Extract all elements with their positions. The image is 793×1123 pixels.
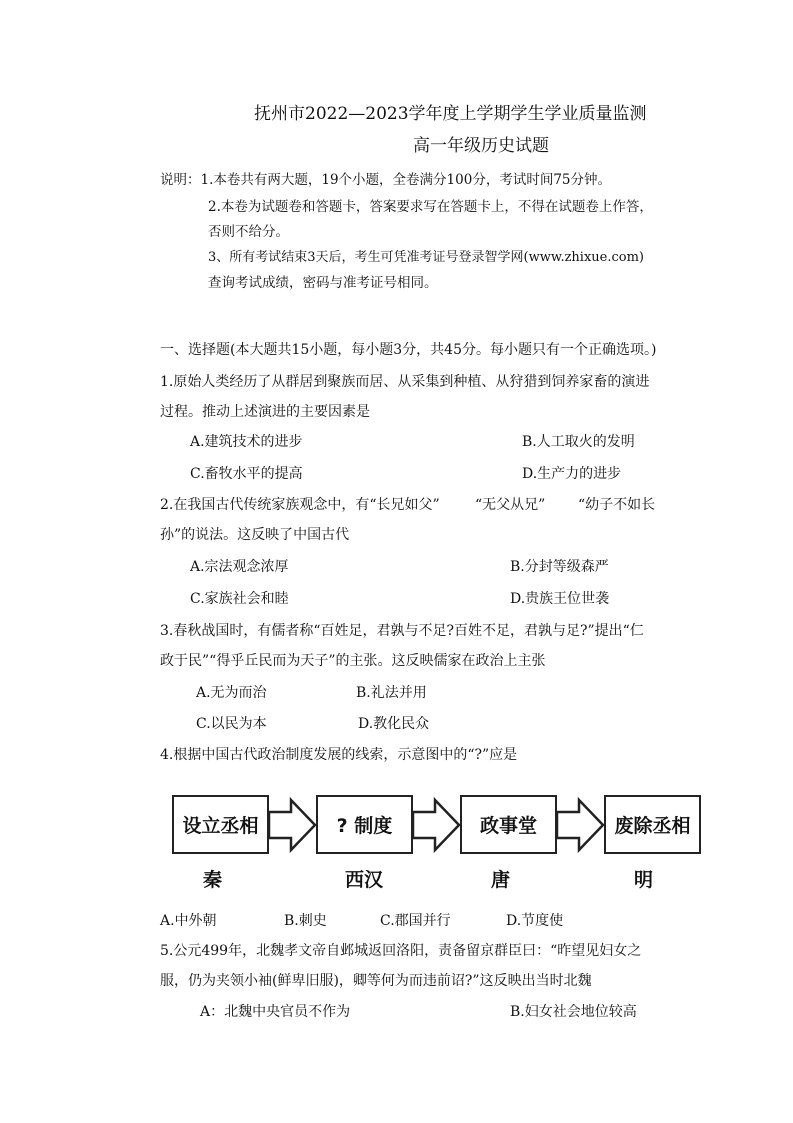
- q1-option-d: D.生产力的进步: [522, 466, 622, 482]
- q3-option-a: A.无为而治: [196, 685, 267, 701]
- instruction-line1: 说明：1.本卷共有两大题，19个小题，全卷满分100分，考试时间75分钟。: [160, 172, 612, 188]
- q5-option-a: A：北魏中央官员不作为: [200, 1004, 351, 1020]
- q2-option-c: C.家族社会和睦: [190, 591, 289, 607]
- q2-option-a: A.宗法观念浓厚: [190, 559, 289, 575]
- q2-option-b: B.分封等级森严: [510, 559, 609, 575]
- q2-stem-line1b: “无父从兄”: [475, 497, 546, 513]
- q1-option-b: B.人工取火的发明: [522, 434, 635, 450]
- q5-option-b: B.妇女社会地位较高: [510, 1004, 637, 1020]
- flow-era-4: 明: [634, 869, 654, 891]
- q5-stem-line1: 5.公元499年，北魏孝文帝自邺城返回洛阳，责备留京群臣曰：“昨望见妇女之: [160, 943, 642, 959]
- flow-box-2: ? 制度: [316, 795, 413, 854]
- q3-option-b: B.礼法并用: [356, 685, 427, 701]
- exam-title-line1: 抚州市2022—2023学年度上学期学生学业质量监测: [254, 104, 647, 124]
- q2-stem-line2: 孙”的说法。这反映了中国古代: [160, 527, 350, 543]
- q2-option-d: D.贵族王位世袭: [510, 591, 610, 607]
- q1-stem-line2: 过程。推动上述演进的主要因素是: [160, 404, 370, 420]
- instruction-line2: 2.本卷为试题卷和答题卡，答案要求写在答题卡上，不得在试题卷上作答，: [208, 199, 653, 215]
- q4-option-a: A.中外朝: [160, 913, 217, 929]
- flow-arrow-3: [557, 799, 605, 851]
- flow-arrow-2: [413, 799, 461, 851]
- q3-stem-line2: 政于民”“得乎丘民而为天子”的主张。这反映儒家在政治上主张: [160, 653, 546, 669]
- q1-stem-line1: 1.原始人类经历了从群居到聚族而居、从采集到种植、从狩猎到饲养家畜的演进: [160, 374, 650, 390]
- flow-arrow-1: [269, 799, 317, 851]
- instruction-line4: 3、所有考试结束3天后，考生可凭准考证号登录智学网(www.zhixue.com): [208, 250, 645, 265]
- flow-box-1: 设立丞相: [172, 795, 269, 854]
- q4-option-c: C.郡国并行: [380, 913, 451, 929]
- q3-option-d: D.教化民众: [358, 716, 430, 732]
- q1-option-a: A.建筑技术的进步: [190, 434, 303, 450]
- flow-box-4: 废除丞相: [604, 795, 701, 854]
- q2-stem-line1c: “幼子不如长: [578, 497, 656, 513]
- q5-stem-line2: 服，仍为夹领小袖(鲜卑旧服)，卿等何为而违前诏?”这反映出当时北魏: [160, 973, 592, 989]
- flow-era-3: 唐: [491, 869, 511, 891]
- flow-era-1: 秦: [203, 869, 223, 891]
- q1-option-c: C.畜牧水平的提高: [190, 466, 303, 482]
- q4-stem: 4.根据中国古代政治制度发展的线索，示意图中的“?”应是: [160, 747, 518, 763]
- flow-box-3: 政事堂: [460, 795, 557, 854]
- instruction-line5: 查询考试成绩，密码与准考证号相同。: [208, 275, 438, 291]
- instruction-line3: 否则不给分。: [208, 224, 289, 240]
- section-heading: 一、选择题(本大题共15小题，每小题3分，共45分。每小题只有一个正确选项。): [160, 342, 657, 358]
- q3-option-c: C.以民为本: [196, 716, 267, 732]
- flow-era-2: 西汉: [345, 869, 384, 891]
- q2-stem-line1a: 2.在我国古代传统家族观念中，有“长兄如父”: [160, 497, 440, 513]
- q3-stem-line1: 3.春秋战国时，有儒者称“百姓足，君孰与不足?百姓不足，君孰与足?”提出“仁: [160, 623, 644, 639]
- q4-option-b: B.刺史: [284, 913, 327, 929]
- q4-option-d: D.节度使: [506, 913, 564, 929]
- exam-title-line2: 高一年级历史试题: [413, 136, 549, 156]
